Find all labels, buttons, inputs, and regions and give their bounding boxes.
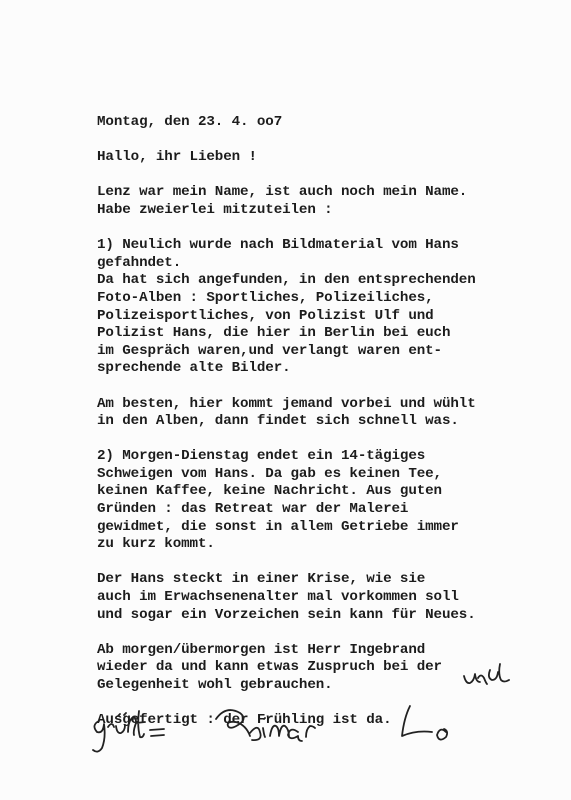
paragraph-gap: [97, 220, 567, 238]
point2-line: gewidmet, die sonst in allem Getriebe immer: [97, 518, 459, 535]
paragraph-gap: [97, 378, 567, 396]
point1-followup-line: Am besten, hier kommt jemand vorbei und wühlt: [97, 395, 476, 412]
paragraph-gap: [97, 167, 567, 185]
point1-line: 1) Neulich wurde nach Bildmaterial vom Hans: [97, 237, 459, 254]
return-line: Ab morgen/übermorgen ist Herr Ingebrand: [97, 641, 426, 658]
paragraph-gap: [97, 132, 567, 150]
point2-line: keinen Kaffee, keine Nachricht. Aus guten: [97, 483, 442, 500]
point1-line: Polizeisportliches, von Polizist Ulf und: [97, 307, 434, 324]
intro-line: Lenz war mein Name, ist auch noch mein Name.: [97, 184, 468, 201]
letter-greeting: Hallo, ihr Lieben !: [97, 149, 257, 166]
crisis-line: auch im Erwachsenenalter mal vorkommen soll: [97, 589, 459, 606]
point1-followup-line: in den Alben, dann findet sich schnell was.: [97, 413, 459, 430]
point2-line: Gründen : das Retreat war der Malerei: [97, 501, 409, 518]
point1-line: Foto-Alben : Sportliches, Polizeiliches,: [97, 289, 434, 306]
closing-line: Ausgefertigt : der Frühling ist da.: [97, 712, 392, 729]
paragraph-gap: [97, 624, 567, 642]
point1-line: Polizist Hans, die hier in Berlin bei euch: [97, 325, 451, 342]
letter-date: Montag, den 23. 4. oo7: [97, 114, 283, 130]
paragraph-gap: [97, 695, 567, 713]
point2-line: zu kurz kommt.: [97, 536, 215, 553]
point1-line: im Gespräch waren,und verlangt waren ent-: [97, 342, 442, 359]
point1-line: sprechende alte Bilder.: [97, 360, 291, 377]
crisis-line: Der Hans steckt in einer Krise, wie sie: [97, 571, 426, 588]
intro-line: Habe zweierlei mitzuteilen :: [97, 201, 333, 218]
point2-line: Schweigen vom Hans. Da gab es keinen Tee,: [97, 465, 442, 482]
crisis-line: und sogar ein Vorzeichen sein kann für Neues.: [97, 606, 476, 623]
paragraph-gap: [97, 554, 567, 572]
return-line: wieder da und kann etwas Zuspruch bei der: [97, 659, 442, 676]
return-line: Gelegenheit wohl gebrauchen.: [97, 677, 333, 693]
point2-line: 2) Morgen-Dienstag endet ein 14-tägiges: [97, 448, 426, 465]
typed-letter-body: [97, 114, 567, 730]
paragraph-gap: [97, 431, 567, 449]
point1-line: Da hat sich angefunden, in den entsprechenden: [97, 272, 476, 289]
point1-line: gefahndet.: [97, 254, 182, 271]
